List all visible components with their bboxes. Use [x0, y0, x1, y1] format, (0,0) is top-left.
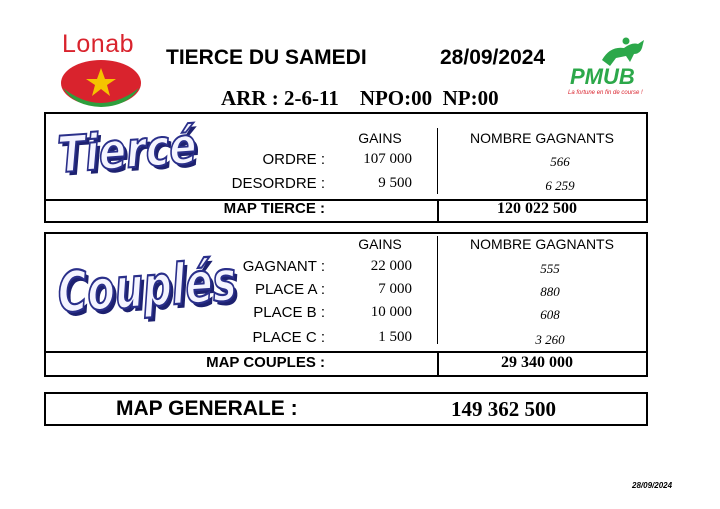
couples-row-place-c-gain: 1 500	[378, 329, 412, 345]
couples-col-divider-top	[437, 236, 438, 344]
header-date: 28/09/2024	[440, 46, 546, 69]
tierce-row-desordre-winners: 6 259	[545, 178, 575, 193]
pmub-logo-text: PMUB	[570, 64, 635, 89]
lonab-logo	[52, 28, 148, 108]
pmub-tagline: La fortune en fin de course !	[568, 90, 643, 96]
map-couples-label: MAP COUPLES :	[206, 354, 325, 371]
couples-row-place-c-winners: 3 260	[535, 332, 565, 347]
couples-divider	[46, 351, 646, 353]
map-general-value: 149 362 500	[451, 397, 556, 421]
tierce-row-desordre-label: DESORDRE :	[231, 175, 325, 192]
tierce-col-winners: NOMBRE GAGNANTS	[470, 130, 614, 146]
couples-col-gains: GAINS	[358, 236, 402, 252]
tierce-row-ordre-gain: 107 000	[363, 151, 412, 167]
couples-row-place-b-gain: 10 000	[370, 304, 412, 320]
couples-row-place-a-label: PLACE A :	[254, 281, 325, 298]
tierce-row-ordre-winners: 566	[550, 154, 570, 169]
page-title: TIERCE DU SAMEDI	[166, 46, 367, 69]
result-line: ARR : 2-6-11 NPO:00 NP:00	[221, 86, 499, 110]
couples-row-place-c-label: PLACE C :	[252, 329, 325, 346]
couples-row-place-a-gain: 7 000	[378, 281, 412, 297]
lonab-emblem-icon	[58, 58, 144, 108]
map-tierce-label: MAP TIERCE :	[223, 200, 325, 217]
map-couples-value: 29 340 000	[501, 354, 573, 371]
couples-row-gagnant-label: GAGNANT :	[242, 258, 325, 275]
couples-row-place-b-winners: 608	[540, 307, 560, 322]
couples-row-place-a-winners: 880	[540, 284, 560, 299]
tierce-row-desordre-gain: 9 500	[378, 175, 412, 191]
map-tierce-value: 120 022 500	[497, 200, 577, 217]
footer-date: 28/09/2024	[632, 481, 673, 490]
lonab-logo-text: Lonab	[62, 30, 135, 58]
pmub-logo	[566, 36, 652, 106]
couples-row-gagnant-winners: 555	[540, 261, 560, 276]
couples-col-winners: NOMBRE GAGNANTS	[470, 236, 614, 252]
tierce-script-label: Tiercé	[55, 117, 199, 185]
tierce-col-gains: GAINS	[358, 130, 402, 146]
map-general-label: MAP GENERALE :	[116, 397, 298, 420]
couples-row-place-b-label: PLACE B :	[253, 304, 325, 321]
tierce-row-ordre-label: ORDRE :	[262, 151, 325, 168]
couples-script-label: Couplés	[55, 249, 239, 327]
tierce-col-divider-top	[437, 128, 438, 194]
couples-row-gagnant-gain: 22 000	[370, 258, 412, 274]
